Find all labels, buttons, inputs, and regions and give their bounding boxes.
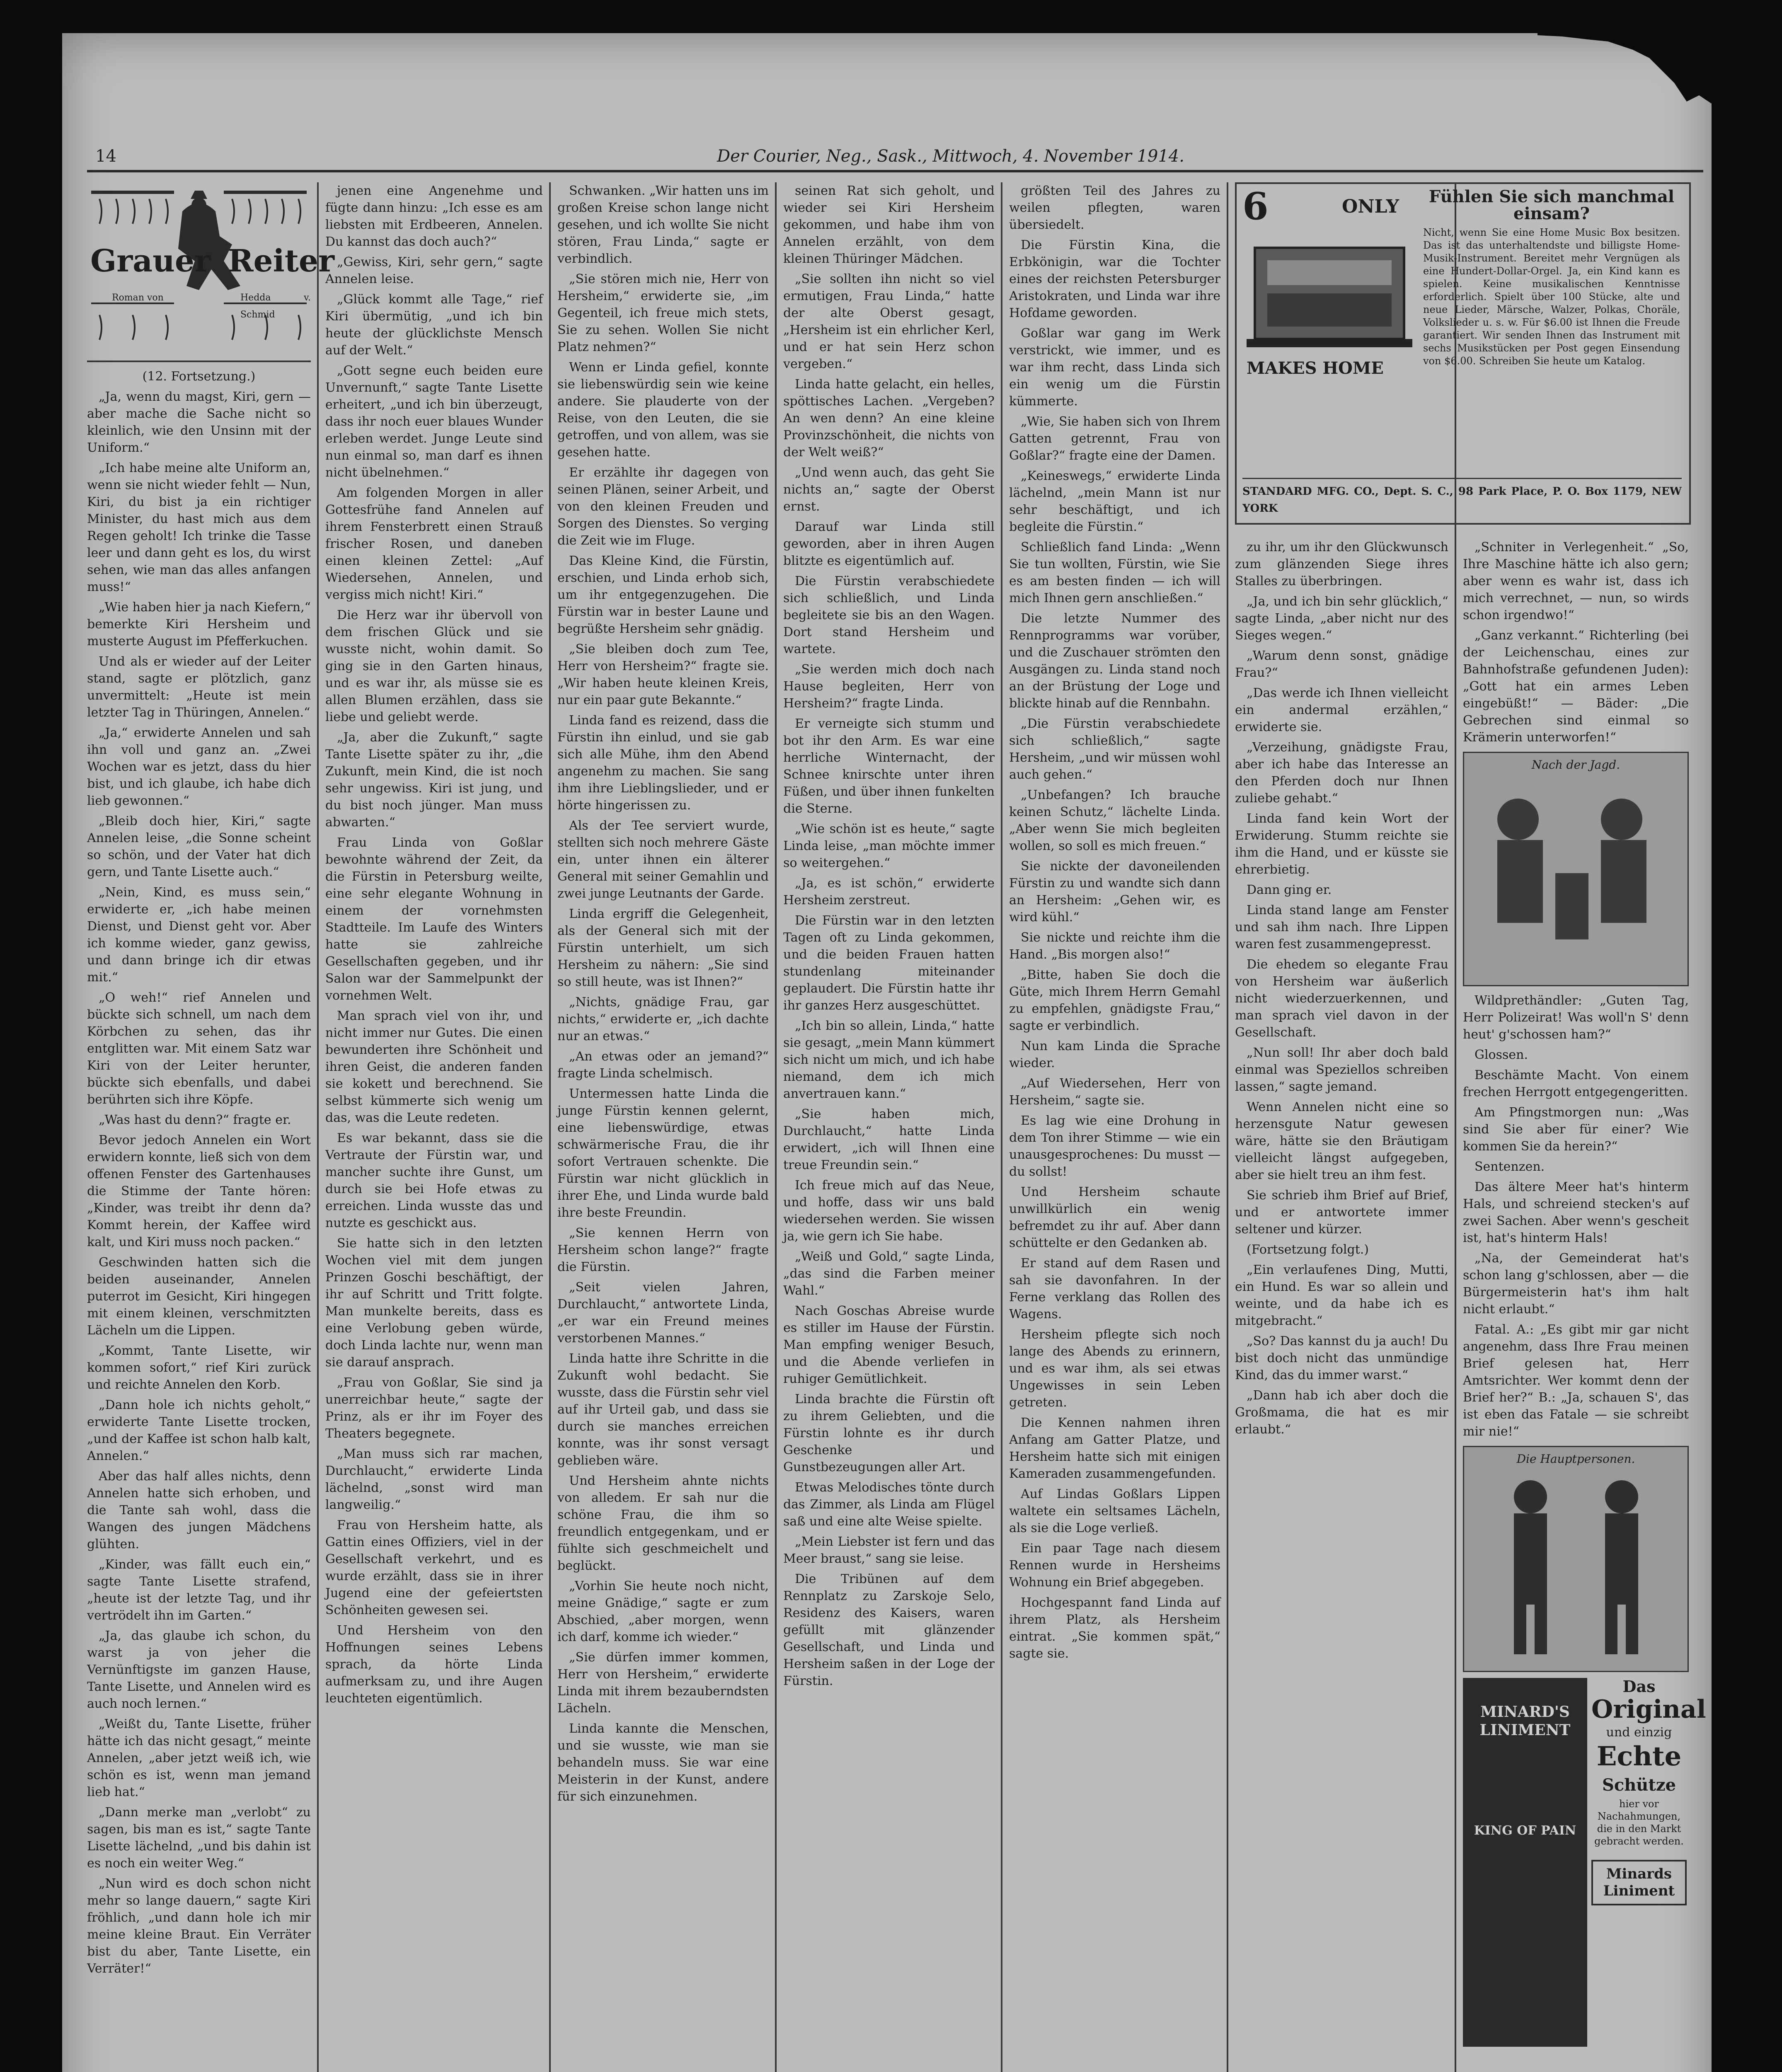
article-paragraph: „Das werde ich Ihnen vielleicht ein andermal erzählen,“ erwiderte sie. <box>1235 686 1448 734</box>
article-paragraph: „Sie werden mich doch nach Hause begleiten, Herr von Hersheim?“ fragte Linda. <box>783 662 995 711</box>
serial-masthead <box>87 182 334 362</box>
article-paragraph: Linda hatte gelacht, ein helles, spöttisches Lachen. „Vergeben? An wen denn? An eine kleine Provinzschönheit, die nichts von der Welt weiß?“ <box>783 377 995 460</box>
article-paragraph: seinen Rat sich geholt, und wieder sei Kiri Hersheim gekommen, und habe ihm von Annelen erzählt, von dem kleinen Thüringer Mädchen. <box>783 184 995 266</box>
article-paragraph: „Mein Liebster ist fern und das Meer braust,“ sang sie leise. <box>783 1535 995 1566</box>
music-ad-headline: Fühlen Sie sich manchmal einsam? <box>1429 187 1675 223</box>
article-paragraph: „Unbefangen? Ich brauche keinen Schutz,“ lächelte Linda. „Aber wenn Sie mich begleiten wollen, so soll es mich freuen.“ <box>1009 788 1220 853</box>
article-paragraph: „Frau von Goßlar, Sie sind ja unerreichbar heute,“ sagte der Prinz, als er ihr im Foyer des Theaters begegnete. <box>325 1375 543 1441</box>
article-paragraph: Aber das half alles nichts, denn Annelen hatte sich erhoben, und die Tante sah wohl, dass die Wangen des jungen Mädchens glühten. <box>87 1469 311 1552</box>
article-paragraph: Das Kleine Kind, die Fürstin, erschien, und Linda erhob sich, um ihr entgegenzugehen. Die Fürstin war in bester Laune und begrüßte Hersheim sehr gnädig. <box>557 554 769 636</box>
article-paragraph: „An etwas oder an jemand?“ fragte Linda schelmisch. <box>557 1049 769 1081</box>
column-rule <box>1001 182 1002 2072</box>
music-box-advertisement <box>1235 182 1691 526</box>
article-paragraph: Auf Lindas Goßlars Lippen waltete ein seltsames Lächeln, als sie die Loge verließ. <box>1009 1487 1220 1535</box>
column-1 <box>87 182 334 2072</box>
article-paragraph: „Ja, wenn du magst, Kiri, gern — aber mache die Sache nicht so kleinlich, wie den Unsinn mit der Uniform.“ <box>87 390 311 455</box>
article-paragraph: größten Teil des Jahres zu weilen pflegten, waren übersiedelt. <box>1009 184 1220 232</box>
article-paragraph: Am Pfingstmorgen nun: „Was sind Sie aber für einer? Wie kommen Sie da herein?“ <box>1463 1105 1689 1154</box>
ad-brand: Minards Liniment <box>1591 1860 1687 1905</box>
column-rule <box>549 182 551 2072</box>
article-paragraph: Bevor jedoch Annelen ein Wort erwidern konnte, ließ sich von dem offenen Fenster des Gartenhauses die Stimme der Tante hören: „Kinder, was treibt ihr denn da? Kommt herein, der Kaffee wird kalt, und Kiri muss noch packen.“ <box>87 1133 311 1249</box>
liniment-bottle-label <box>1463 1678 1587 2047</box>
article-paragraph: Die Fürstin war in den letzten Tagen oft zu Linda gekommen, und die beiden Frauen hatten stundenlang miteinander geplaudert. Die Fürstin hatte ihr ihr ganzes Herz ausgeschüttet. <box>783 913 995 1013</box>
article-paragraph: „Sie bleiben doch zum Tee, Herr von Hersheim?“ fragte sie. „Wir haben heute kleinen Kreis, nur ein paar gute Bekannte.“ <box>557 642 769 707</box>
article-paragraph: Und Hersheim ahnte nichts von alledem. Er sah nur die schöne Frau, die ihm so freundlich entgegenkam, und er fühlte sich geschmeichelt und beglückt. <box>557 1474 769 1573</box>
article-paragraph: „Gott segne euch beiden eure Unvernunft,“ sagte Tante Lisette erheitert, „und ich bin überzeugt, dass ihr noch euer blaues Wunder erleben werdet. Junge Leute sind nun einmal so, man darf es ihnen nicht übelnehmen.“ <box>325 363 543 480</box>
article-paragraph: „Kommt, Tante Lisette, wir kommen sofort,“ rief Kiri zurück und reichte Annelen den Korb. <box>87 1343 311 1392</box>
column-4 <box>783 182 995 2072</box>
article-paragraph: „Ja, und ich bin sehr glücklich,“ sagte Linda, „aber nicht nur des Sieges wegen.“ <box>1235 594 1448 643</box>
article-paragraph: „Gewiss, Kiri, sehr gern,“ sagte Annelen leise. <box>325 255 543 286</box>
serial-subtitle-left: Roman von <box>112 293 164 303</box>
article-paragraph: Die Kennen nahmen ihren Anfang am Gatter Platze, und Hersheim hatte sich mit einigen Kameraden zusammengefunden. <box>1009 1416 1220 1481</box>
article-paragraph: „Man muss sich rar machen, Durchlaucht,“ erwiderte Linda lächelnd, „sonst wird man langweilig.“ <box>325 1447 543 1512</box>
article-paragraph: Und Hersheim schaute unwillkürlich ein wenig befremdet zu ihr auf. Aber dann schüttelte er den Gedanken ab. <box>1009 1185 1220 1250</box>
article-paragraph: „Und wenn auch, das geht Sie nichts an,“ sagte der Oberst ernst. <box>783 465 995 514</box>
column-5 <box>1009 182 1220 2072</box>
ad-echte: Echte <box>1596 1741 1682 1772</box>
page-header <box>87 141 1703 172</box>
article-paragraph: „Bitte, haben Sie doch die Güte, mich Ihrem Herrn Gemahl zu empfehlen, gnädigste Frau,“ sagte er verbindlich. <box>1009 968 1220 1033</box>
column-5-body <box>1009 182 1220 1662</box>
article-paragraph: „Sie dürfen immer kommen, Herr von Hersheim,“ erwiderte Linda mit ihrem bezauberndsten Lächeln. <box>557 1650 769 1716</box>
column-6-body <box>1235 539 1448 1438</box>
article-paragraph: „Wie haben hier ja nach Kiefern,“ bemerkte Kiri Hersheim und musterte August im Pfefferkuchen. <box>87 600 311 649</box>
article-paragraph: „Sie sollten ihn nicht so viel ermutigen, Frau Linda,“ hatte der alte Oberst gesagt, „Hersheim ist ein ehrlicher Kerl, und er hat sein Herz schon vergeben.“ <box>783 272 995 371</box>
column-7b-body <box>1463 992 1689 1440</box>
article-paragraph: „Ganz verkannt.“ Richterling (bei der Leichenschau, eines zur Bahnhofstraße gefundenen Juden): „Gott hat ein armes Leben eingebüßt!“ — Bäder: „Die Gebrechen sind einmal so Krämerin unterworfen!“ <box>1463 628 1689 745</box>
continuation-note: (12. Fortsetzung.) <box>142 369 256 384</box>
article-paragraph: Die letzte Nummer des Rennprogramms war vorüber, und die Zuschauer strömten den Ausgängen zu. Linda stand noch an der Brüstung der Loge und blickte hinab auf die Rennbahn. <box>1009 611 1220 711</box>
price-only: ONLY <box>1342 196 1399 217</box>
article-paragraph: Er stand auf dem Rasen und sah sie davonfahren. In der Ferne verklang das Rollen des Wagens. <box>1009 1256 1220 1322</box>
hunting-cartoon <box>1463 752 1689 986</box>
article-paragraph: Dann ging er. <box>1247 883 1332 897</box>
article-paragraph: Die Fürstin Kina, die Erbkönigin, war die Tochter eines der reichsten Petersburger Aristokraten, und Linda war ihre Hofdame geworden. <box>1009 238 1220 320</box>
ad-und-einzig: und einzig <box>1606 1725 1672 1740</box>
article-paragraph: Linda fand kein Wort der Erwiderung. Stumm reichte sie ihm die Hand, und er küsste sie ehrerbietig. <box>1235 811 1448 877</box>
article-paragraph: Etwas Melodisches tönte durch das Zimmer, als Linda am Flügel saß und eine alte Weise spielte. <box>783 1480 995 1529</box>
column-1-body <box>87 388 311 1977</box>
article-paragraph: „Na, der Gemeinderat hat's schon lang g'schlossen, aber — die Bürgermeisterin hat's ihm halt nicht erlaubt.“ <box>1463 1251 1689 1317</box>
article-paragraph: Als der Tee serviert wurde, stellten sich noch mehrere Gäste ein, unter ihnen ein älterer General mit seiner Gemahlin und zwei junge Leutnants der Garde. <box>557 818 769 901</box>
article-paragraph: „Nein, Kind, es muss sein,“ erwiderte er, „ich habe meinen Dienst, und Dienst geht vor. Aber ich komme wieder, ganz gewiss, und dann bringe ich dir etwas mit.“ <box>87 885 311 985</box>
article-paragraph: „Ja, es ist schön,“ erwiderte Hersheim zerstreut. <box>783 876 995 908</box>
article-paragraph: Glossen. <box>1475 1048 1528 1062</box>
article-paragraph: „Sie stören mich nie, Herr von Hersheim,“ erwiderte sie, „im Gegenteil, ich freue mich stets, Sie zu sehen. Wollen Sie nicht Platz nehmen?“ <box>557 272 769 354</box>
torn-corner <box>1537 33 1712 104</box>
article-paragraph: Die Tribünen auf dem Rennplatz zu Zarskoje Selo, Residenz des Kaisers, waren gefüllt mit glänzender Gesellschaft, und Linda und Hersheim saßen in der Loge der Fürstin. <box>783 1572 995 1688</box>
article-paragraph: Untermessen hatte Linda die junge Fürstin kennen gelernt, eine liebenswürdige, etwas schwärmerische Frau, die ihr sofort Vertrauen schenkte. Die Fürstin war nicht glücklich in ihrer Ehe, und Linda wurde bald ihre beste Freundin. <box>557 1087 769 1220</box>
article-paragraph: „Wie, Sie haben sich von Ihrem Gatten getrennt, Frau von Goßlar?“ fragte eine der Damen. <box>1009 414 1220 463</box>
music-ad-body: Nicht, wenn Sie eine Home Music Box besitzen. Das ist das unterhaltendste und billigste Home-Musik-Instrument. Bereitet mehr Vergnügen als eine Hundert-Dollar-Orgel. Ja, ein Kind kann es spielen. Keine musikalischen Kenntnisse erforderlich. Spielt über 100 Stücke, alte und neue Lieder, Märsche, Walzer, Polkas, Choräle, Volkslieder u. s. w. Für $6.00 ist Ihnen die Freude garantiert. Wir senden Ihnen das Instrument mit sechs Musikstücken per Post gegen Einsendung von $6.00. Schreiben Sie heute um Katalog. <box>1423 227 1680 367</box>
article-paragraph: Es war bekannt, dass sie die Vertraute der Fürstin war, und mancher suchte ihre Gunst, um durch sie bei Hofe etwas zu erreichen. Linda wusste das und nutzte es geschickt aus. <box>325 1131 543 1230</box>
serial-title-left: Grauer <box>90 243 211 279</box>
article-paragraph: „Ich habe meine alte Uniform an, wenn sie nicht wieder fehlt — Nun, Kiri, du bist ja ein richtiger Minister, du hast mich aus dem Regen geholt! Ich trinke die Tasse leer und dann geht es los, du wirst sehen, wie man das alles anfangen muss!“ <box>87 461 311 594</box>
article-paragraph: Goßlar war gang im Werk verstrickt, wie immer, und es war ihm recht, dass Linda sich ein wenig um die Fürstin kümmerte. <box>1009 326 1220 409</box>
article-paragraph: „Ein verlaufenes Ding, Mutti, ein Hund. Es war so allein und weinte, und da habe ich es mitgebracht.“ <box>1235 1263 1448 1328</box>
article-paragraph: Fatal. A.: „Es gibt mir gar nicht angenehm, dass Ihre Frau meinen Brief gelesen hat, Herr Amtsrichter. Wer kommt denn der Brief her?“ B.: „Ja, schauen S', das ist eben das Fatale — sie schreibt mir nie!“ <box>1463 1322 1689 1439</box>
article-paragraph: Beschämte Macht. Von einem frechen Herrgott entgegengeritten. <box>1463 1068 1689 1099</box>
article-paragraph: Am folgenden Morgen in aller Gottesfrühe fand Annelen auf ihrem Fensterbrett einen Strauß frischer Rosen, und daneben einen kleinen Zettel: „Auf Wiedersehen, Annelen, und vergiss mich nicht! Kiri.“ <box>325 486 543 602</box>
column-3-body <box>557 182 769 1805</box>
article-paragraph: „Keineswegs,“ erwiderte Linda lächelnd, „mein Mann ist nur sehr beschäftigt, und ich begleite die Fürstin.“ <box>1009 469 1220 534</box>
article-paragraph: Darauf war Linda still geworden, aber in ihren Augen blitzte es eigentümlich auf. <box>783 520 995 568</box>
article-paragraph: „Nun soll! Ihr aber doch bald einmal was Speziellos schreiben lassen,“ sagte jemand. <box>1235 1046 1448 1094</box>
newspaper-page <box>62 33 1712 2072</box>
article-paragraph: „Ja, das glaube ich schon, du warst ja von jeher die Vernünftigste im ganzen Hause, Tante Lisette, und Annelen wird es auch noch lernen.“ <box>87 1629 311 1711</box>
article-paragraph: Sentenzen. <box>1475 1159 1545 1174</box>
article-paragraph: Das ältere Meer hat's hinterm Hals, und schreiend stecken's auf zwei Sachen. Aber wenn's gescheit ist, hat's hinterm Hals! <box>1463 1180 1689 1245</box>
article-paragraph: „Ja, aber die Zukunft,“ sagte Tante Lisette später zu ihr, „die Zukunft, mein Kind, die ist noch sehr ungewiss. Kiri ist jung, und du bist noch jünger. Man muss abwarten.“ <box>325 730 543 830</box>
article-paragraph: Frau Linda von Goßlar bewohnte während der Zeit, da die Fürstin in Petersburg weilte, eine sehr elegante Wohnung in einem der vornehmsten Stadtteile. Im Laufe des Winters hatte sie zahlreiche Gesellschaften gegeben, und ihr Salon war der Sammelpunkt der vornehmen Welt. <box>325 835 543 1003</box>
article-paragraph: „Seit vielen Jahren, Durchlaucht,“ antwortete Linda, „er war ein Freund meines verstorbenen Mannes.“ <box>557 1280 769 1346</box>
ad-das: Das <box>1622 1677 1656 1696</box>
article-paragraph: „Wie schön ist es heute,“ sagte Linda leise, „man möchte immer so weitergehen.“ <box>783 822 995 870</box>
article-paragraph: „Dann hab ich aber doch die Großmama, die hat es mir erlaubt.“ <box>1235 1388 1448 1437</box>
article-paragraph: Linda fand es reizend, dass die Fürstin ihn einlud, und sie gab sich alle Mühe, ihm den Abend angenehm zu machen. Sie sang ihm ihre Lieblingslieder, und er hörte hingerissen zu. <box>557 713 769 813</box>
article-paragraph: Man sprach viel von ihr, und nicht immer nur Gutes. Die einen bewunderten ihre Schönheit und ihren Geist, die anderen fanden sie kokett und berechnend. Sie selbst kümmerte sich wenig um das, was die Leute redeten. <box>325 1009 543 1125</box>
article-paragraph: „Weiß und Gold,“ sagte Linda, „das sind die Farben meiner Wahl.“ <box>783 1249 995 1298</box>
article-paragraph: „Nun wird es doch schon nicht mehr so lange dauern,“ sagte Kiri fröhlich, „und dann hole ich mir meine kleine Braut. Ein Verräter bist du aber, Tante Lisette, ein Verräter!“ <box>87 1876 311 1976</box>
article-paragraph: Linda brachte die Fürstin oft zu ihrem Geliebten, und die Fürstin lohnte es ihr durch Geschenke und Gunstbezeugungen aller Art. <box>783 1392 995 1474</box>
article-paragraph: jenen eine Angenehme und fügte dann hinzu: „Ich esse es am liebsten mit Erdbeeren, Annelen. Du kannst das doch auch?“ <box>325 184 543 249</box>
article-paragraph: Hochgespannt fand Linda auf ihrem Platz, als Hersheim eintrat. „Sie kommen spät,“ sagte sie. <box>1009 1595 1220 1661</box>
article-paragraph: Die Herz war ihr übervoll von dem frischen Glück und sie wusste nicht, wohin damit. So ging sie in den Garten hinaus, und es war ihr, als müsse sie es allen Blumen erzählen, dass sie liebe und geliebt werde. <box>325 608 543 724</box>
article-paragraph: „Sie haben mich, Durchlaucht,“ hatte Linda erwidert, „ich will Ihnen eine treue Freundin sein.“ <box>783 1107 995 1172</box>
price-figure: 6 <box>1242 184 1269 228</box>
liniment-bottle-name: MINARD'S LINIMENT <box>1479 1703 1571 1739</box>
column-7 <box>1463 539 1706 2072</box>
serial-author: Hedda v. Schmid <box>240 293 311 320</box>
article-paragraph: Wildprethändler: „Guten Tag, Herr Polizeirat! Was woll'n S' denn heut' g'schossen ham?“ <box>1463 993 1689 1042</box>
minards-ad-copy <box>1591 1677 1706 1905</box>
article-paragraph: Frau von Hersheim hatte, als Gattin eines Offiziers, viel in der Gesellschaft verkehrt, und es wurde erzählt, dass sie in ihrer Jugend eine der gefeiertsten Schönheiten gewesen sei. <box>325 1518 543 1617</box>
article-paragraph: Linda kannte die Menschen, und sie wusste, wie man sie behandeln muss. Sie war eine Meisterin in der Kunst, andere für sich einzunehmen. <box>557 1721 769 1804</box>
article-paragraph: Die ehedem so elegante Frau von Hersheim war äußerlich nicht wiederzuerkennen, und man sprach viel davon in der Gesellschaft. <box>1235 957 1448 1040</box>
article-paragraph: „Auf Wiedersehen, Herr von Hersheim,“ sagte sie. <box>1009 1076 1220 1108</box>
column-6 <box>1235 539 1448 2072</box>
music-box-image <box>1247 231 1412 356</box>
article-paragraph: „Dann merke man „verlobt“ zu sagen, bis man es ist,“ sagte Tante Lisette lächelnd, „und bis dahin ist es noch ein weiter Weg.“ <box>87 1805 311 1871</box>
article-paragraph: (Fortsetzung folgt.) <box>1247 1242 1369 1257</box>
article-paragraph: „O weh!“ rief Annelen und bückte sich schnell, um nach dem Körbchen zu sehen, das ihr entglitten war. Mit einem Satz war Kiri von der Leiter herunter, bückte sich ebenfalls, und dabei berührten sich ihre Köpfe. <box>87 990 311 1107</box>
article-paragraph: „Verzeihung, gnädigste Frau, aber ich habe das Interesse an den Pferden doch nur Ihnen zuliebe gehabt.“ <box>1235 740 1448 806</box>
liniment-bottle-sub: KING OF PAIN <box>1474 1823 1576 1838</box>
article-paragraph: Die Fürstin verabschiedete sich schließlich, und Linda begleitete sie bis an den Wagen. Dort stand Hersheim und wartete. <box>783 574 995 656</box>
column-3 <box>557 182 769 2072</box>
column-7-body <box>1463 539 1689 746</box>
article-paragraph: Sie nickte und reichte ihm die Hand. „Bis morgen also!“ <box>1009 930 1220 962</box>
music-ad-box <box>1235 182 1691 525</box>
article-paragraph: „Glück kommt alle Tage,“ rief Kiri übermütig, „und ich bin heute der glücklichste Mensch auf der Welt.“ <box>325 292 543 358</box>
article-paragraph: Und als er wieder auf der Leiter stand, sagte er plötzlich, ganz unvermittelt: „Heute ist mein letzter Tag in Thüringen, Annelen.“ <box>87 654 311 720</box>
figures-caption: Die Hauptpersonen. <box>1516 1452 1635 1466</box>
article-paragraph: Schließlich fand Linda: „Wenn Sie tun wollten, Fürstin, wie Sie es am besten finden — ich will mich Ihnen gern anschließen.“ <box>1009 540 1220 605</box>
masthead-line: Der Courier, Neg., Sask., Mittwoch, 4. November 1914. <box>717 147 1184 166</box>
article-paragraph: „Nichts, gnädige Frau, gar nichts,“ erwiderte er, „ich dachte nur an etwas.“ <box>557 995 769 1043</box>
article-paragraph: Sie schrieb ihm Brief auf Brief, und er antwortete immer seltener und kürzer. <box>1235 1188 1448 1237</box>
article-paragraph: Nach Goschas Abreise wurde es stiller im Hause der Fürstin. Man empfing weniger Besuch, und die Abende verliefen in ruhiger Gemütlichkeit. <box>783 1304 995 1386</box>
ad-schutze: Schütze <box>1602 1775 1676 1795</box>
column-2 <box>325 182 543 2072</box>
column-4-body <box>783 182 995 1690</box>
article-paragraph: „Schniter in Verlegenheit.“ „So, Ihre Maschine hätte ich also gern; aber wenn es wahr ist, dass ich mich verrechnet, — nun, so wirds schon irgendwo!“ <box>1463 540 1689 622</box>
article-paragraph: Schwanken. „Wir hatten uns im großen Kreise schon lange nicht gesehen, und ich wollte Sie nicht stören, Frau Linda,“ sagte er verbindlich. <box>557 184 769 266</box>
article-paragraph: „Kinder, was fällt euch ein,“ sagte Tante Lisette strafend, „heute ist der letzte Tag, und ihr vertrödelt ihn im Garten.“ <box>87 1557 311 1623</box>
article-paragraph: zu ihr, um ihr den Glückwunsch zum glänzenden Siege ihres Stalles zu überbringen. <box>1235 540 1448 588</box>
article-paragraph: Ein paar Tage nach diesem Rennen wurde in Hersheims Wohnung ein Brief abgegeben. <box>1009 1541 1220 1590</box>
article-paragraph: „Die Fürstin verabschiedete sich schließlich,“ sagte Hersheim, „und wir müssen wohl auch gehen.“ <box>1009 716 1220 782</box>
column-2-body <box>325 182 543 1707</box>
music-ad-copy <box>1423 188 1680 368</box>
article-paragraph: Geschwinden hatten sich die beiden auseinander, Annelen puterrot im Gesicht, Kiri hingegen mit einem kleinen, verschmitzten Lächeln um die Lippen. <box>87 1255 311 1338</box>
article-paragraph: Hersheim pflegte sich noch lange des Abends zu erinnern, und es war ihm, als sei etwas Ungewisses in sein Leben getreten. <box>1009 1327 1220 1410</box>
hunt-caption: Nach der Jagd. <box>1531 758 1620 772</box>
article-paragraph: Sie hatte sich in den letzten Wochen viel mit dem jungen Prinzen Goschi beschäftigt, der ihr auf Schritt und Tritt folgte. Man munkelte bereits, dass es eine Verlobung geben würde, doch Linda lachte nur, wenn man sie darauf ansprach. <box>325 1236 543 1370</box>
article-paragraph: „Sie kennen Herrn von Hersheim schon lange?“ fragte die Fürstin. <box>557 1226 769 1274</box>
two-men-drawing <box>1464 1468 1688 1667</box>
makes-home-tagline: MAKES HOME <box>1247 358 1384 378</box>
article-paragraph: Linda stand lange am Fenster und sah ihm nach. Ihre Lippen waren fest zusammengepresst. <box>1235 903 1448 951</box>
column-rule <box>317 182 319 2072</box>
page-number: 14 <box>95 147 116 166</box>
column-rule <box>1227 182 1228 2072</box>
article-paragraph: „Ich bin so allein, Linda,“ hatte sie gesagt, „mein Mann kümmert sich nicht um mich, und ich habe niemand, dem ich mich anvertrauen kann.“ <box>783 1019 995 1101</box>
article-paragraph: „Weißt du, Tante Lisette, früher hätte ich das nicht gesagt,“ meinte Annelen, „aber jetzt weiß ich, wie schön es ist, wenn man jemand lieb hat.“ <box>87 1717 311 1799</box>
article-paragraph: Nun kam Linda die Sprache wieder. <box>1009 1039 1220 1070</box>
article-paragraph: „Was hast du denn?“ fragte er. <box>99 1113 291 1127</box>
two-figures-cartoon <box>1463 1446 1689 1672</box>
column-rule <box>775 182 777 2072</box>
article-paragraph: „Dann hole ich nichts geholt,“ erwiderte Tante Lisette trocken, „und der Kaffee ist schon halb kalt, Annelen.“ <box>87 1398 311 1463</box>
article-paragraph: „So? Das kannst du ja auch! Du bist doch nicht das unmündige Kind, das du immer warst.“ <box>1235 1334 1448 1382</box>
ad-body: hier vor Nachahmungen, die in den Markt gebracht werden. <box>1594 1798 1684 1847</box>
music-ad-address: STANDARD MFG. CO., Dept. S. C., 98 Park Place, P. O. Box 1179, NEW YORK <box>1242 478 1682 517</box>
article-paragraph: „Warum denn sonst, gnädige Frau?“ <box>1235 649 1448 680</box>
minards-liniment-ad <box>1463 1677 1706 2051</box>
article-paragraph: Ich freue mich auf das Neue, und hoffe, dass wir uns bald wiedersehen werden. Sie wissen ja, wie gern ich Sie habe. <box>783 1178 995 1244</box>
ad-original: Original <box>1591 1695 1706 1724</box>
article-paragraph: Es lag wie eine Drohung in dem Ton ihrer Stimme — wie ein unausgesprochenes: Du musst — du sollst! <box>1009 1113 1220 1179</box>
serial-title-right: Reiter <box>228 243 334 279</box>
article-paragraph: „Vorhin Sie heute noch nicht, meine Gnädige,“ sagte er zum Abschied, „aber morgen, wenn ich darf, komme ich wieder.“ <box>557 1579 769 1644</box>
article-paragraph: Wenn Annelen nicht eine so herzensgute Natur gewesen wäre, hätte sie den Bräutigam vielleicht längst aufgegeben, aber sie hielt treu an ihm fest. <box>1235 1100 1448 1182</box>
article-paragraph: Er erzählte ihr dagegen von seinen Plänen, seiner Arbeit, und von den kleinen Freuden und Sorgen des Dienstes. So verging die Zeit wie im Fluge. <box>557 465 769 548</box>
music-box-picture <box>1242 184 1416 389</box>
article-paragraph: Und Hersheim von den Hoffnungen seines Lebens sprach, da hörte Linda aufmerksam zu, und ihre Augen leuchteten eigentümlich. <box>325 1623 543 1706</box>
article-paragraph: Linda hatte ihre Schritte in die Zukunft wohl bedacht. Sie wusste, dass die Fürstin sehr viel auf ihr Urteil gab, und dass sie durch sie manches erreichen konnte, was ihr sonst versagt geblieben wäre. <box>557 1351 769 1468</box>
hunters-drawing <box>1464 774 1688 981</box>
article-paragraph: „Bleib doch hier, Kiri,“ sagte Annelen leise, „die Sonne scheint so schön, und der Vater hat dich gern, und Tante Lisette auch.“ <box>87 814 311 879</box>
article-paragraph: Wenn er Linda gefiel, konnte sie liebenswürdig sein wie keine andere. Sie plauderte von der Reise, von den Leuten, die sie getroffen, und von allem, was sie gesehen hatte. <box>557 360 769 460</box>
article-paragraph: Sie nickte der davoneilenden Fürstin zu und wandte sich dann an Hersheim: „Gehen wir, es wird kühl.“ <box>1009 859 1220 925</box>
article-paragraph: Linda ergriff die Gelegenheit, als der General sich mit der Fürstin unterhielt, um sich Hersheim zu nähern: „Sie sind so still heute, was ist Ihnen?“ <box>557 907 769 989</box>
article-paragraph: „Ja,“ erwiderte Annelen und sah ihn voll und ganz an. „Zwei Wochen war es jetzt, dass du hier bist, und ich glaube, ich habe dich lieb gewonnen.“ <box>87 726 311 808</box>
article-paragraph: Er verneigte sich stumm und bot ihr den Arm. Es war eine herrliche Winternacht, der Schnee knirschte unter ihren Füßen, und über ihnen funkelten die Sterne. <box>783 716 995 816</box>
